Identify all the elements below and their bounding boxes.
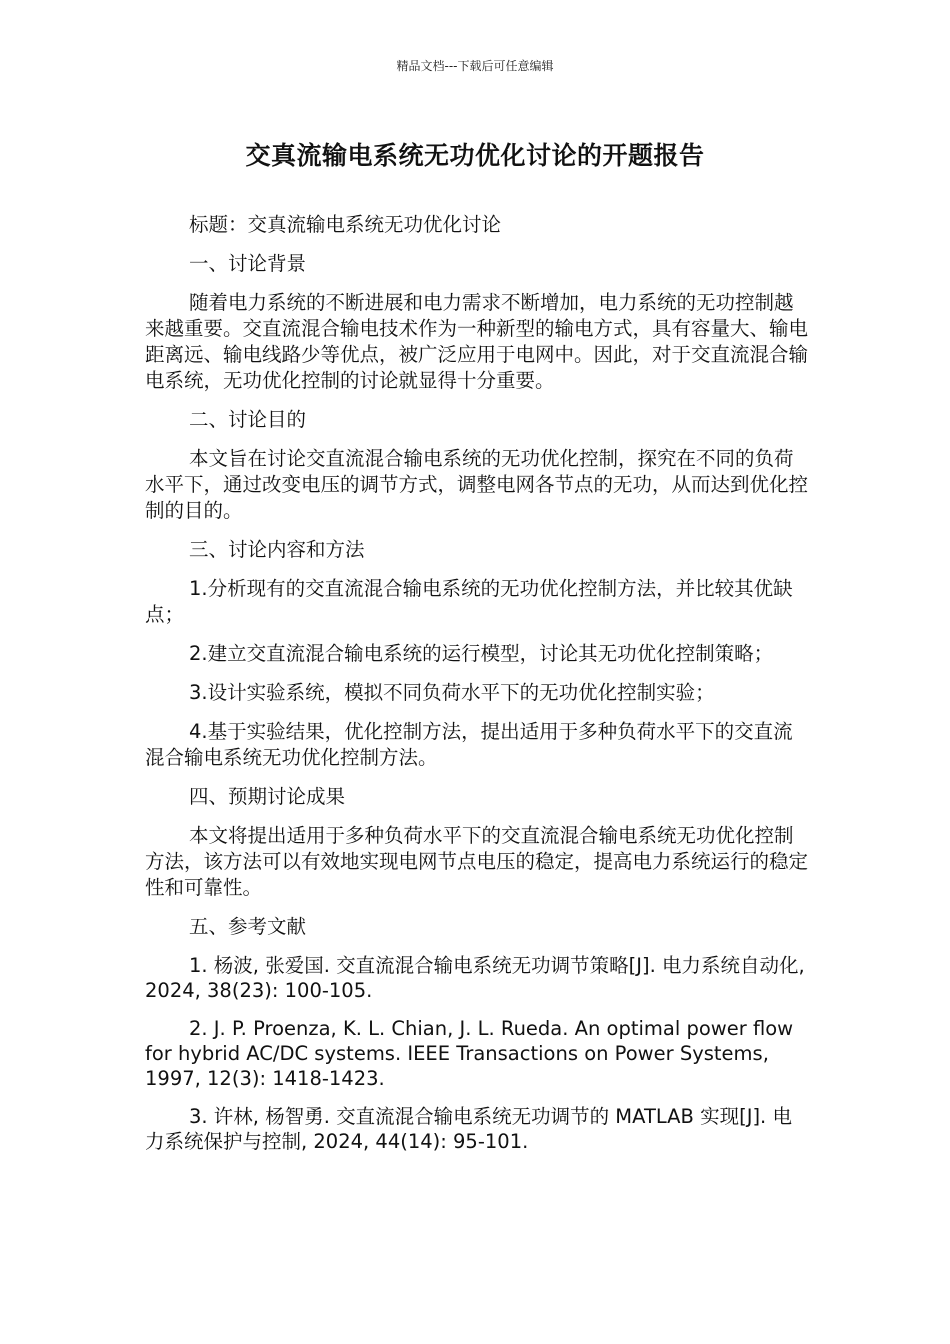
outcomes-heading: 四、预期讨论成果 xyxy=(189,785,346,808)
methods-item: 3.设计实验系统，模拟不同负荷水平下的无功优化控制实验； xyxy=(189,681,715,704)
methods-item: 2.建立交直流混合输电系统的运行模型，讨论其无功优化控制策略； xyxy=(189,642,774,665)
reference-item: 1. 杨波, 张爱国. 交直流混合输电系统无功调节策略[J]. 电力系统自动化, 2024, 38(23): 100-105. xyxy=(145,954,805,1002)
purpose-heading: 二、讨论目的 xyxy=(189,408,307,431)
document-title: 交真流输电系统无功优化讨论的开题报告 xyxy=(245,141,705,170)
background-heading: 一、讨论背景 xyxy=(189,252,307,275)
methods-heading: 三、讨论内容和方法 xyxy=(189,538,365,561)
document-body xyxy=(145,212,810,1167)
methods-item: 1.分析现有的交直流混合输电系统的无功优化控制方法，并比较其优缺点； xyxy=(145,577,793,626)
reference-item: 2. J. P. Proenza, K. L. Chian, J. L. Rueda. An optimal power flow for hybrid AC/DC systems. IEEE Transactions on Power Systems, 1997, 12(3): 1418-1423. xyxy=(145,1017,794,1090)
reference-item: 3. 许林, 杨智勇. 交直流混合输电系统无功调节的 MATLAB 实现[J]. 电力系统保护与控制, 2024, 44(14): 95-101. xyxy=(145,1105,792,1153)
page-header-note: 精品文档---下载后可任意编辑 xyxy=(396,59,554,73)
purpose-paragraph: 本文旨在讨论交直流混合输电系统的无功优化控制，探究在不同的负荷水平下，通过改变电压的调节方式，调整电网各节点的无功，从而达到优化控制的目的。 xyxy=(145,447,809,522)
methods-item: 4.基于实验结果，优化控制方法，提出适用于多种负荷水平下的交直流混合输电系统无功优化控制方法。 xyxy=(145,720,793,769)
subject-line: 标题：交真流输电系统无功优化讨论 xyxy=(189,213,502,236)
outcomes-paragraph: 本文将提出适用于多种负荷水平下的交直流混合输电系统无功优化控制方法，该方法可以有效地实现电网节点电压的稳定，提高电力系统运行的稳定性和可靠性。 xyxy=(145,824,809,899)
references-heading: 五、参考文献 xyxy=(189,915,307,938)
background-paragraph: 随着电力系统的不断进展和电力需求不断增加，电力系统的无功控制越来越重要。交直流混合输电技术作为一种新型的输电方式，具有容量大、输电距离远、输电线路少等优点，被广泛应用于电网中。因此，对于交直流混合输电系统，无功优化控制的讨论就显得十分重要。 xyxy=(145,291,809,392)
